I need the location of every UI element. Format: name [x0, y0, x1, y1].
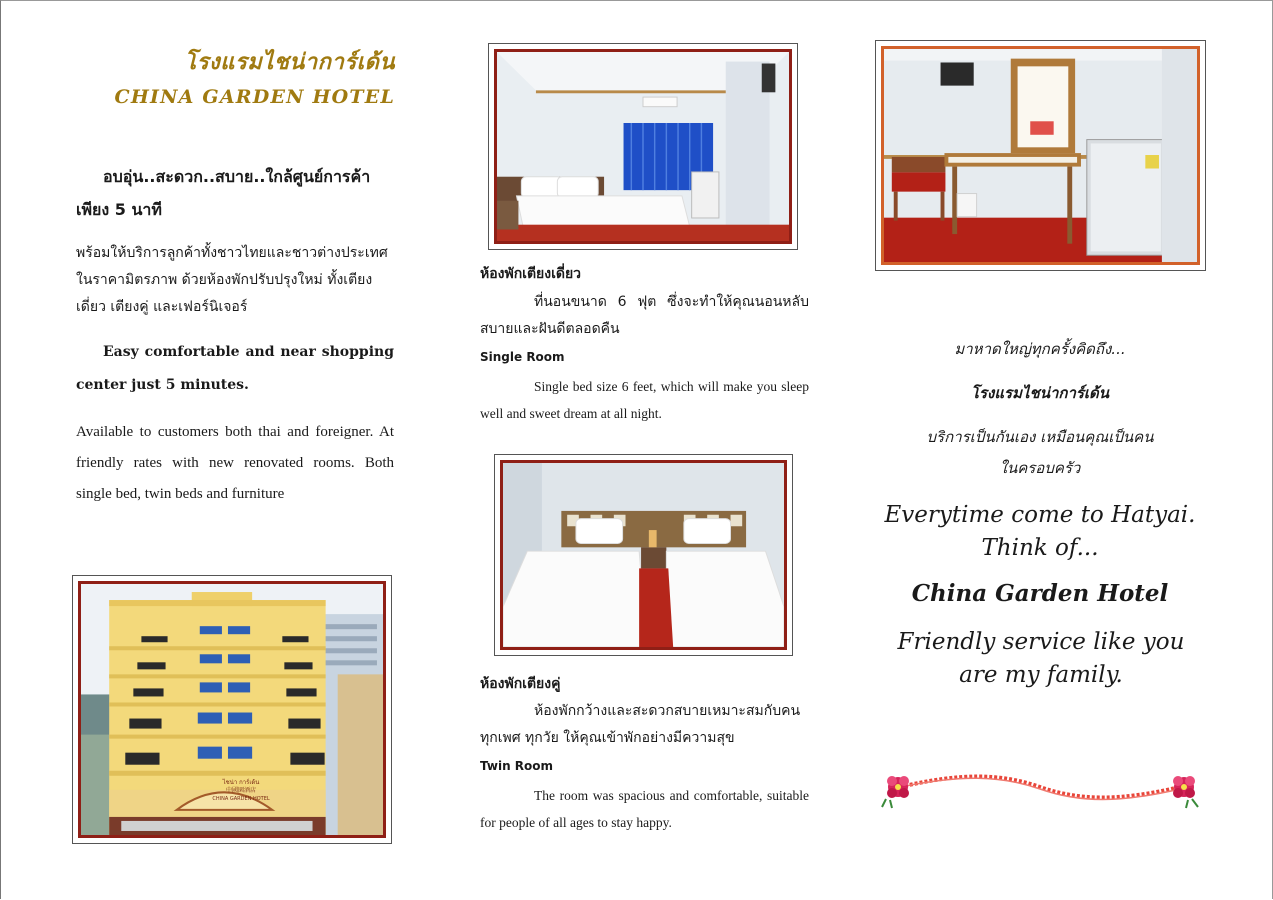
twin-room-desc-thai: ห้องพักกว้างและสะดวกสบายเหมาะสมกับคนทุกเพศ ทุกวัย ให้คุณเข้าพักอย่างมีความสุข	[480, 703, 801, 746]
twin-room-heading-thai: ห้องพักเตียงคู่	[480, 676, 561, 692]
body-paragraph-thai: พร้อมให้บริการลูกค้าทั้งชาวไทยและชาวต่างประเทศ ในราคามิตรภาพ ด้วยห้องพักปรับปรุงใหม่ ทั้งเตียงเดี่ยว เตียงคู่ และเฟอร์นิเจอร์	[76, 245, 388, 315]
flower-garland	[880, 765, 1202, 809]
tagline-thai-3: บริการเป็นกันเอง เหมือนคุณเป็นคน	[926, 428, 1154, 446]
hotel-title-thai: โรงแรมไชน่าการ์เด้น	[184, 50, 395, 75]
tagline-thai-4: ในครอบครัว	[999, 459, 1081, 477]
tagline-thai-1: มาหาดใหญ่ทุกครั้งคิดถึง...	[954, 340, 1126, 358]
tagline-english-3: China Garden Hotel	[911, 580, 1169, 607]
single-room-photo-mat	[494, 49, 792, 244]
twin-room-photo	[494, 454, 793, 656]
tagline-english-1: Everytime come to Hatyai.	[884, 502, 1196, 528]
single-room-heading-english: Single Room	[480, 350, 565, 364]
tagline-english-2: Think of...	[981, 535, 1099, 561]
flower-left-icon	[882, 776, 909, 808]
room-interior-photo-mat	[881, 46, 1200, 265]
twin-room-photo-mat	[500, 460, 787, 650]
body-paragraph-english: Available to customers both thai and foreigner. At friendly rates with new renovated rooms. Both single bed, twin beds and furniture	[76, 424, 394, 502]
tagline-thai-2: โรงแรมไชน่าการ์เด้น	[970, 384, 1110, 402]
tagline-english-4: Friendly service like you are my family.	[897, 629, 1185, 688]
building-sign-english: CHINA GARDEN HOTEL	[212, 796, 270, 802]
building-sign-thai: ไชน่า การ์เด้น	[222, 779, 260, 786]
twin-room-illustration	[503, 463, 784, 647]
single-room-desc-thai: ที่นอนขนาด 6 ฟุต ซึ่งจะทำให้คุณนอนหลับสบายและฝันดีตลอดคืน	[480, 294, 809, 337]
twin-room-heading-english: Twin Room	[480, 759, 554, 773]
flower-garland-icon	[880, 765, 1202, 809]
single-room-heading-thai: ห้องพักเตียงเดี่ยว	[480, 266, 582, 282]
single-room-desc-english: Single bed size 6 feet, which will make you sleep well and sweet dream at all night.	[480, 379, 809, 421]
single-room-photo	[488, 43, 798, 250]
single-room-illustration	[497, 52, 789, 241]
building-sign-chinese: 中國園酒店	[225, 787, 256, 794]
room-interior-photo	[875, 40, 1206, 271]
room-interior-illustration	[884, 49, 1197, 262]
lead-paragraph-thai: อบอุ่น..สะดวก..สบาย..ใกล้ศูนย์การค้าเพียง 5 นาที	[76, 167, 371, 219]
flower-right-icon	[1173, 776, 1198, 808]
twin-room-desc-english: The room was spacious and comfortable, suitable for people of all ages to stay happy.	[480, 788, 809, 830]
hotel-title-english: CHINA GARDEN HOTEL	[114, 86, 395, 108]
hotel-building-photo-mat	[78, 581, 386, 838]
hotel-building-photo	[72, 575, 392, 844]
lead-paragraph-english: Easy comfortable and near shopping center just 5 minutes.	[76, 344, 394, 393]
